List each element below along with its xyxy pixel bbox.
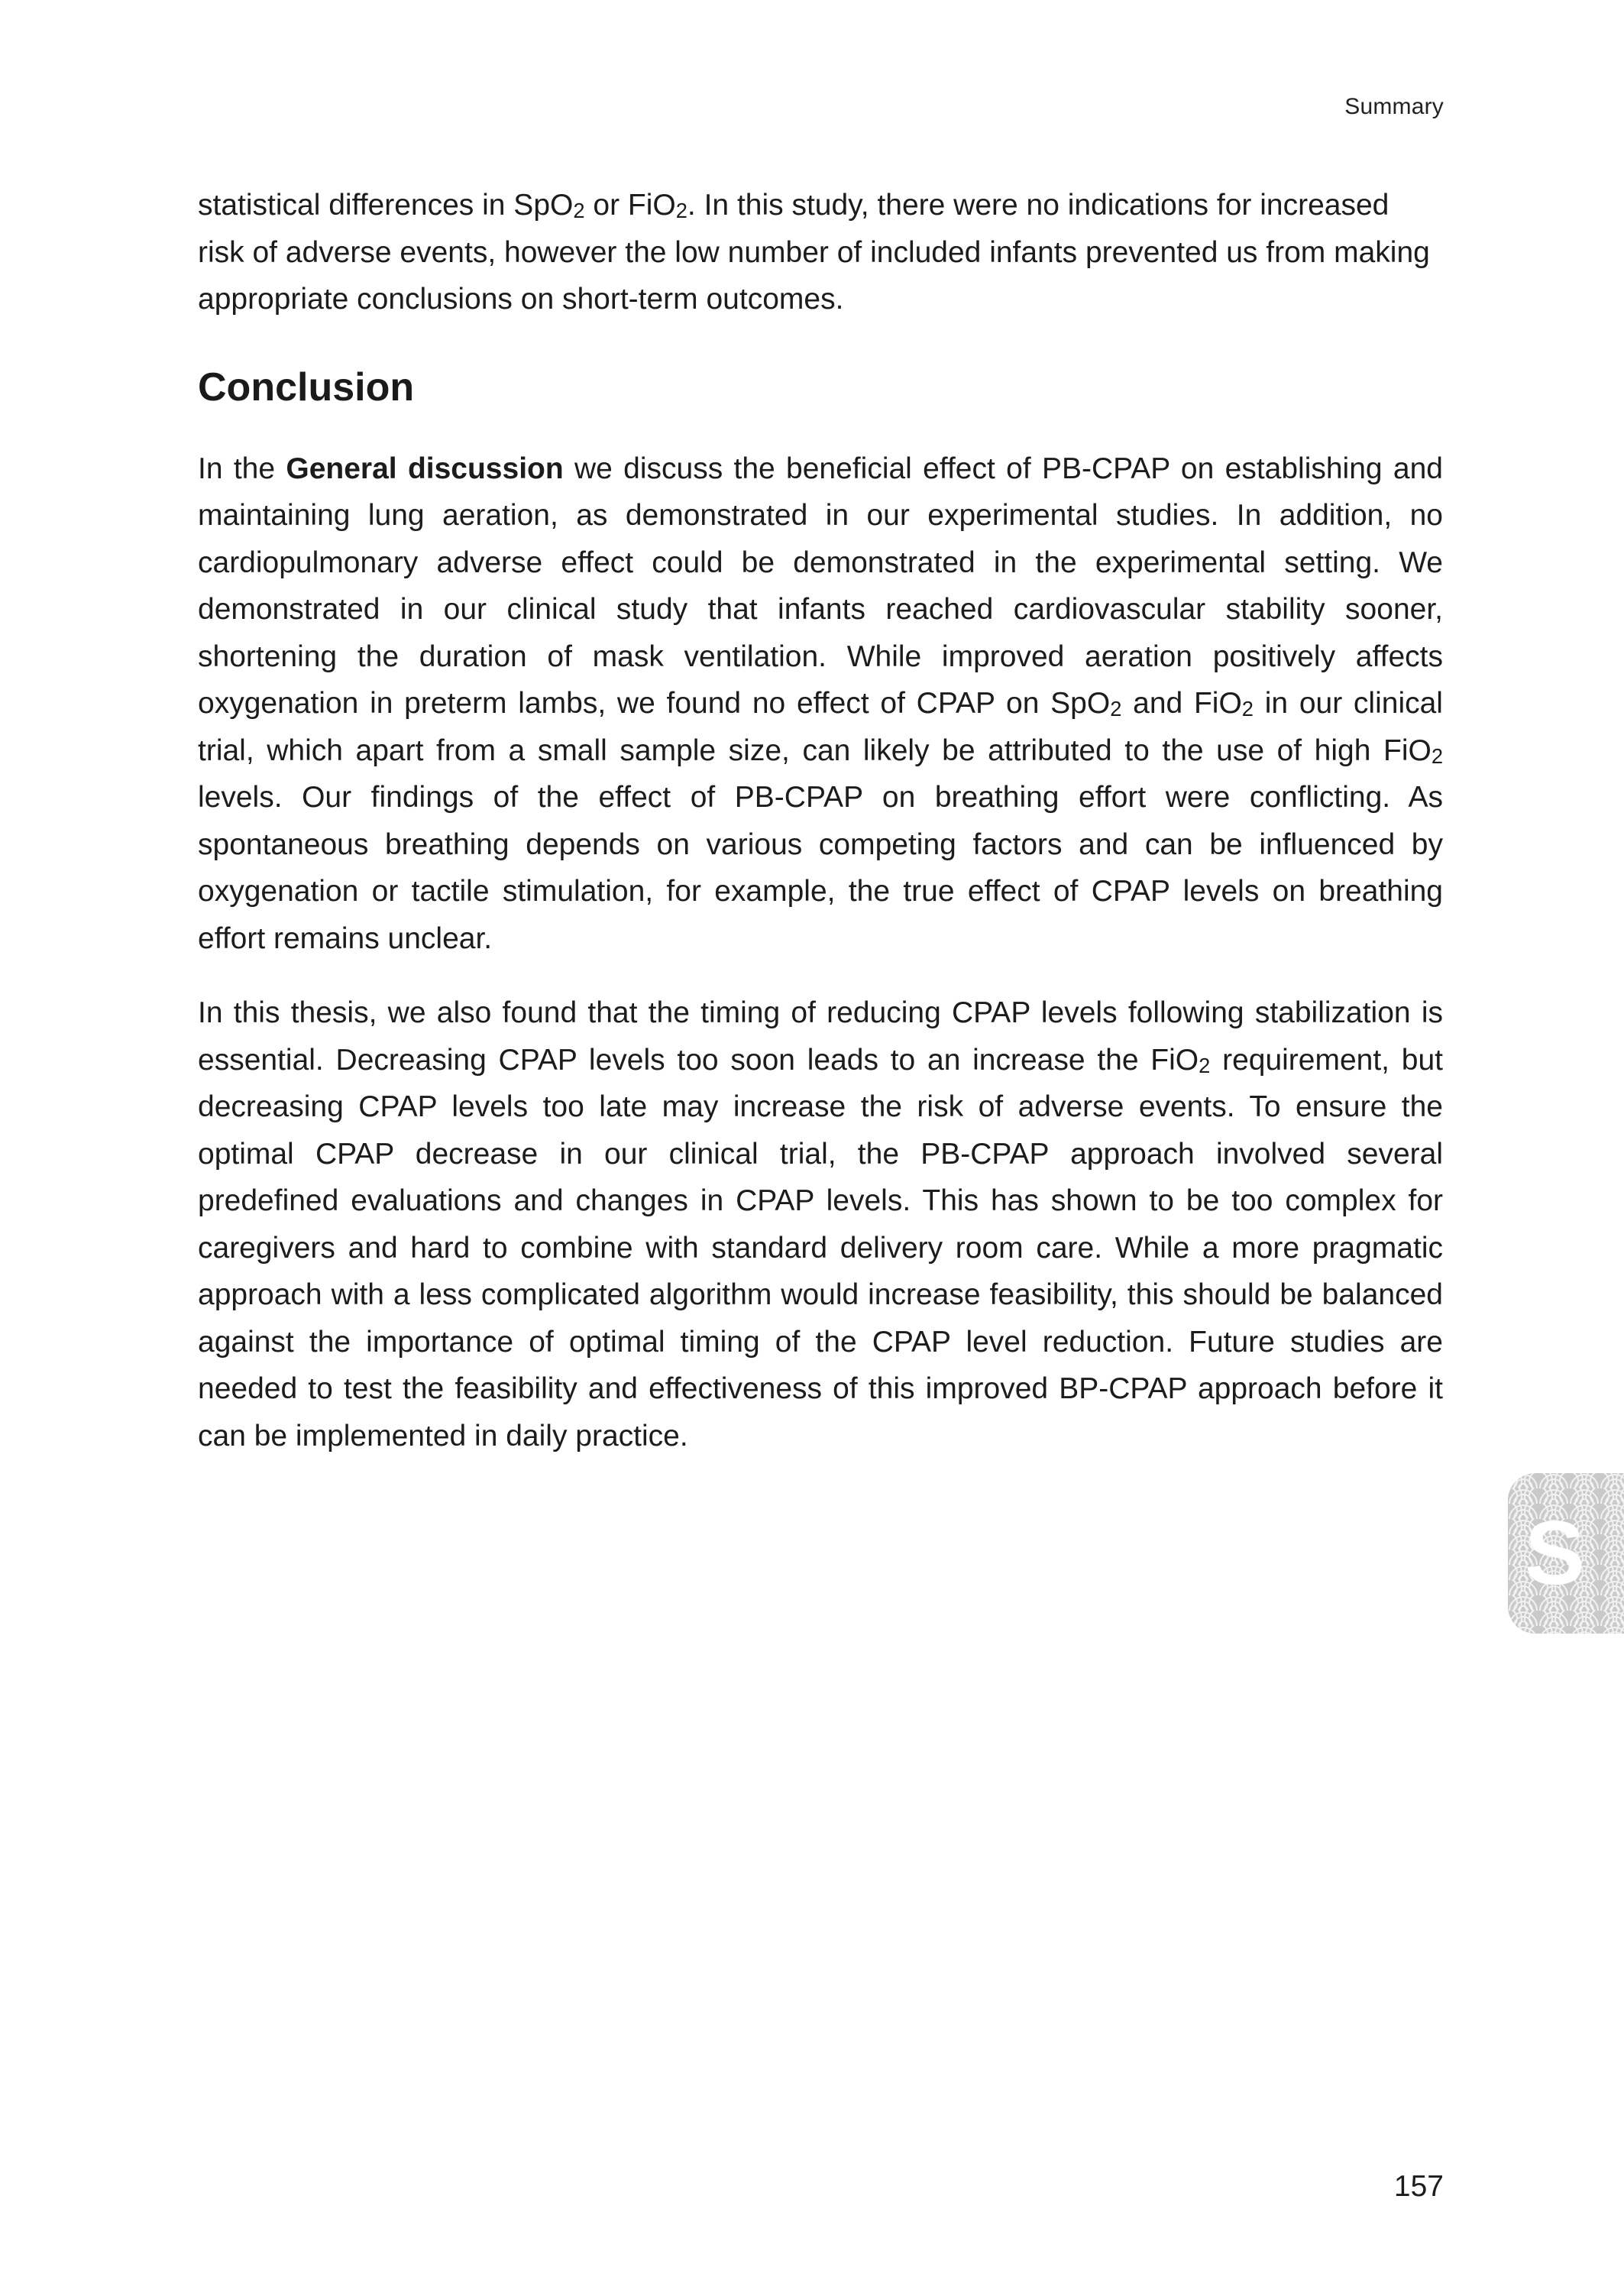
conclusion-p1-text-1: we discuss the beneficial effect of PB-CPAP on establishing and maintaining lung aeration, as demonstrated in our experimental studies. In addition, no cardiopulmonary adverse effect could be demonstrated in the experimental setting. We demonstrated in our clinical study that infants reached cardiovascular stability sooner, shortening the duration of mask ventilation. While improved aeration positively affects oxygenation in preterm lambs, we found no effect of CPAP on SpO — [198, 452, 1443, 720]
subscript: 2 — [675, 199, 687, 223]
section-heading-conclusion: Conclusion — [198, 364, 415, 410]
section-letter: S — [1525, 1503, 1585, 1604]
intro-text-2: or FiO — [584, 189, 676, 222]
conclusion-p2-text-2: requirement, but decreasing CPAP levels too late may increase the risk of adverse events. To ensure the optimal CPAP decrease in our clinical trial, the PB-CPAP approach involved several predefined evaluations and changes in CPAP levels. This has shown to be too complex for caregivers and hard to combine with standard delivery room care. While a more pragmatic approach with a less complicated algorithm would increase feasibility, this should be balanced against the importance of optimal timing of the CPAP level reduction. Future studies are needed to test the feasibility and effectiveness of this improved BP-CPAP approach before it can be implemented in daily practice. — [198, 1043, 1443, 1453]
conclusion-p1-text-3: in our clinical trial, which apart from a small sample size, can likely be attributed to the use of high FiO — [198, 687, 1443, 767]
page-number: 157 — [1393, 2170, 1444, 2203]
conclusion-p1-lead: In the — [198, 452, 286, 485]
conclusion-p1-text-4: levels. Our findings of the effect of PB-CPAP on breathing effort were conflicting. As spontaneous breathing depends on various competing factors and can be influenced by oxygenation or tactile stimulation, for example, the true effect of CPAP levels on breathing effort remains unclear. — [198, 781, 1443, 955]
subscript: 2 — [573, 199, 585, 223]
intro-text-3: . In this study, there were no indications for increased risk of adverse events, however the low number of included infants prevented us from making appropriate conclusions on short-term outcomes. — [198, 189, 1430, 316]
intro-paragraph — [198, 182, 1443, 323]
section-thumb-tab — [1508, 1473, 1624, 1634]
main-content — [198, 182, 1443, 1459]
conclusion-p2-text-1: In this thesis, we also found that the timing of reducing CPAP levels following stabilization is essential. Decreasing CPAP levels too soon leads to an increase the FiO — [198, 996, 1443, 1077]
intro-text-1: statistical differences in SpO — [198, 189, 574, 222]
conclusion-paragraph-2 — [198, 989, 1443, 1459]
subscript: 2 — [1431, 743, 1443, 768]
conclusion-paragraph-1 — [198, 445, 1443, 963]
bold-chapter-reference: General discussion — [286, 452, 564, 485]
subscript: 2 — [1241, 697, 1254, 721]
running-header: Summary — [1344, 94, 1444, 119]
conclusion-p1-text-2: and FiO — [1121, 687, 1242, 720]
subscript: 2 — [1110, 697, 1122, 721]
subscript: 2 — [1199, 1053, 1211, 1077]
